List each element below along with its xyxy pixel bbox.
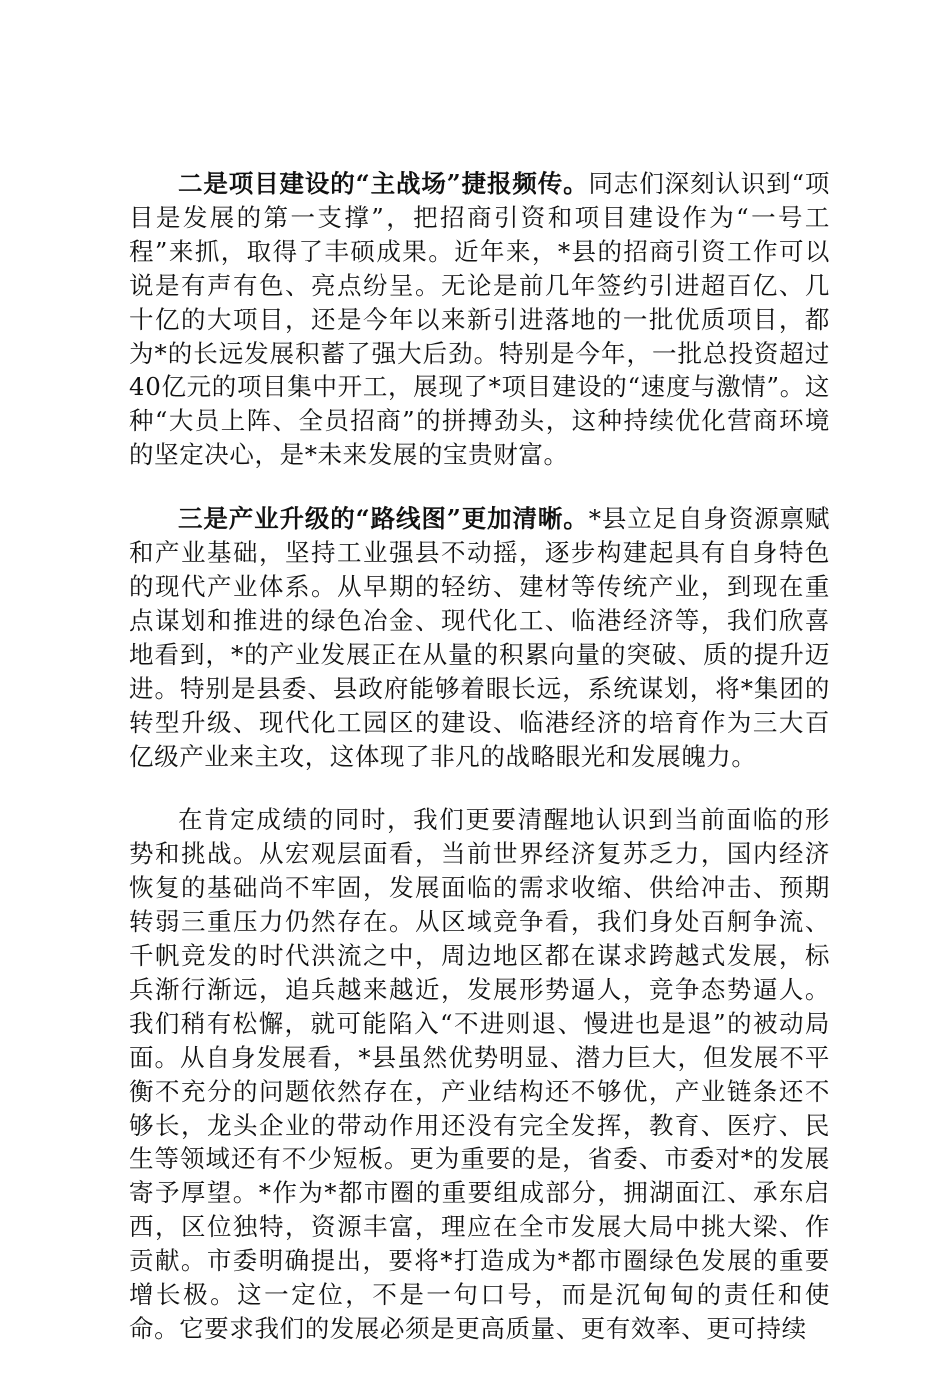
paragraph-text: 同志们深刻认识到“项目是发展的第一支撑”，把招商引资和项目建设作为“一号工程”来抓，取得了丰硕成果。近年来，*县的招商引资工作可以说是有声有色、亮点纷呈。无论是前几年签约引进超百亿、几十亿的大项目，还是今年以来新引进落地的一批优质项目，都为*的长远发展积蓄了强大后劲。特别是今年，一批总投资超过40亿元的项目集中开工，展现了*项目建设的“速度与激情”。这种“大员上阵、全员招商”的拼搏劲头，这种持续优化营商环境的坚定决心，是*未来发展的宝贵财富。 (129, 169, 830, 470)
paragraph-lead-heading: 三是产业升级的“路线图”更加清晰。 (178, 504, 589, 534)
paragraph-lead-heading: 二是项目建设的“主战场”捷报频传。 (178, 169, 589, 198)
paragraph-text: *县立足自身资源禀赋和产业基础，坚持工业强县不动摇，逐步构建起具有自身特色的现代产业体系。从早期的轻纺、建材等传统产业，到现在重点谋划和推进的绿色冶金、现代化工、临港经济等，我们欣喜地看到，*的产业发展正在从量的积累向量的突破、质的提升迈进。特别是县委、县政府能够着眼长远，系统谋划，将*集团的转型升级、现代化工园区的建设、临港经济的培育作为三大百亿级产业来主攻，这体现了非凡的战略眼光和发展魄力。 (129, 504, 830, 771)
paragraph-text: 在肯定成绩的同时，我们更要清醒地认识到当前面临的形势和挑战。从宏观层面看，当前世界经济复苏乏力，国内经济恢复的基础尚不牢固，发展面临的需求收缩、供给冲击、预期转弱三重压力仍然存在。从区域竞争看，我们身处百舸争流、千帆竞发的时代洪流之中，周边地区都在谋求跨越式发展，标兵渐行渐远，追兵越来越近，发展形势逼人，竞争态势逼人。我们稍有松懈，就可能陷入“不进则退、慢进也是退”的被动局面。从自身发展看，*县虽然优势明显、潜力巨大，但发展不平衡不充分的问题依然存在，产业结构还不够优，产业链条还不够长，龙头企业的带动作用还没有完全发挥，教育、医疗、民生等领域还有不少短板。更为重要的是，省委、市委对*的发展寄予厚望。*作为*都市圈的重要组成部分，拥湖面江、承东启西，区位独特，资源丰富，理应在全市发展大局中挑大梁、作贡献。市委明确提出，要将*打造成为*都市圈绿色发展的重要增长极。这一定位，不是一句口号，而是沉甸甸的责任和使命。它要求我们的发展必须是更高质量、更有效率、更可持续 (129, 805, 830, 1343)
paragraph-industrial-upgrade (129, 502, 830, 773)
document-body (129, 167, 830, 1376)
paragraph-challenges (129, 803, 830, 1346)
paragraph-project-construction (129, 167, 830, 472)
